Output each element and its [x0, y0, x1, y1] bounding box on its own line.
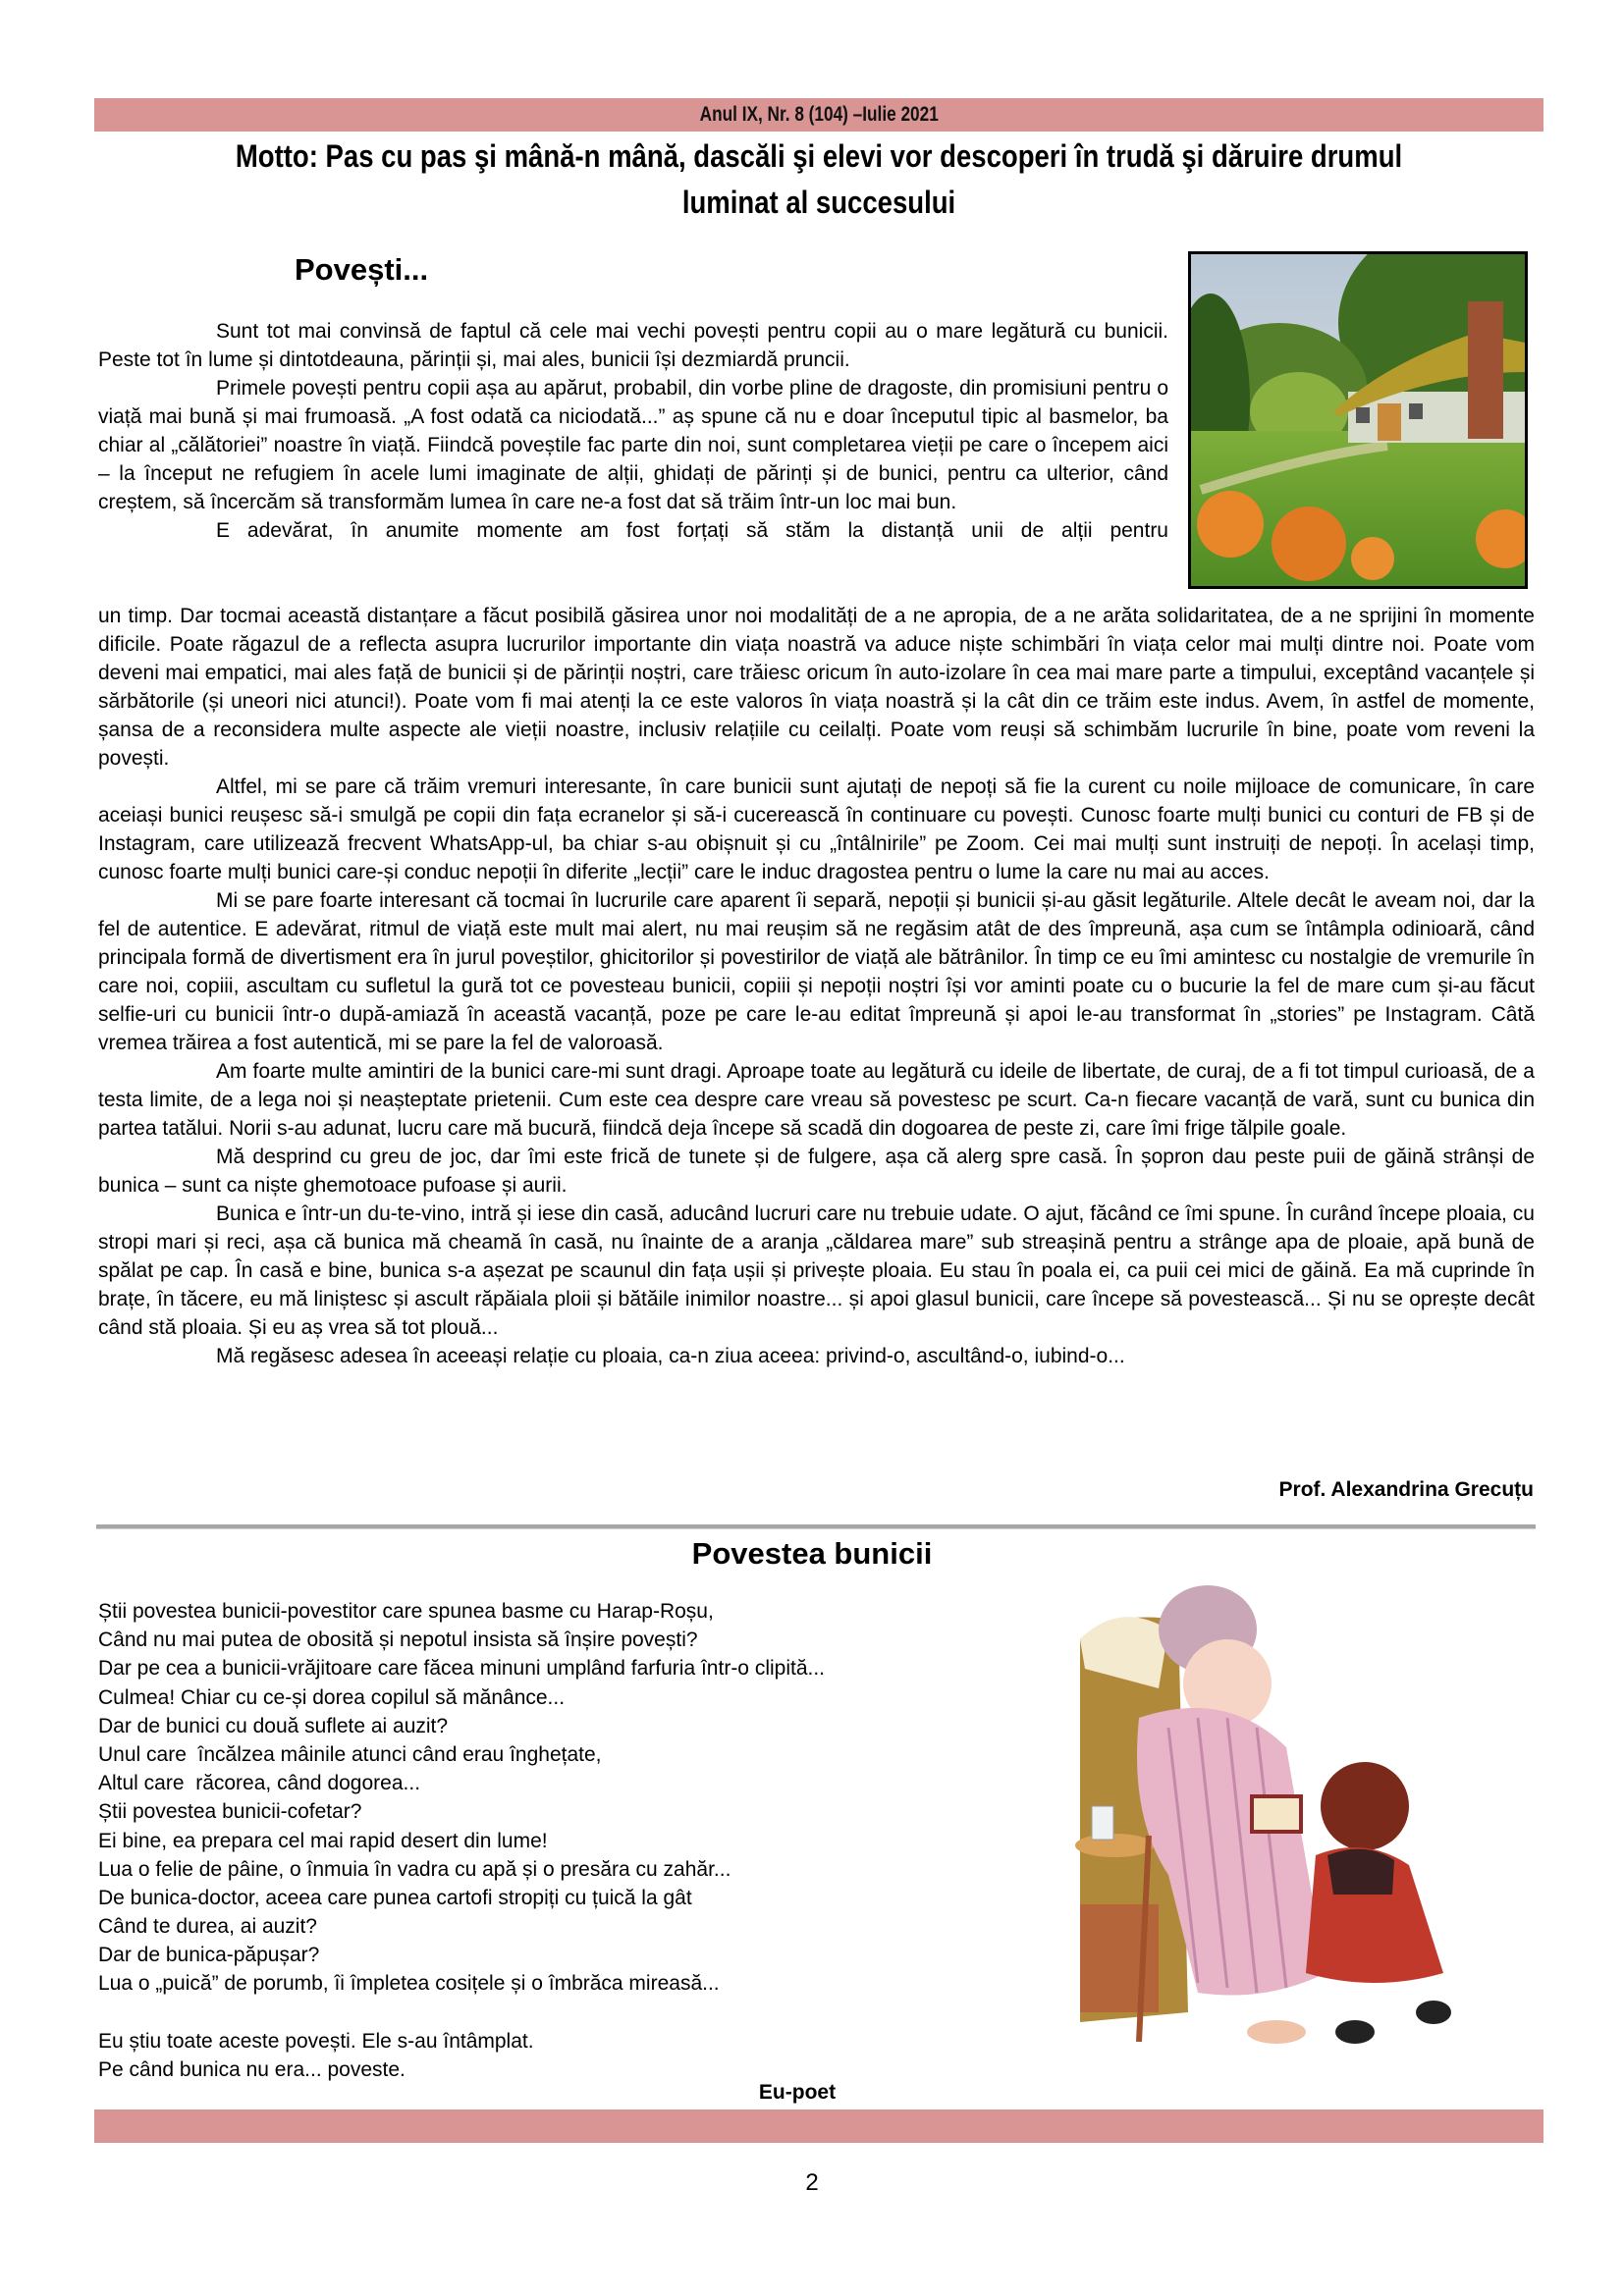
flower [1197, 491, 1264, 558]
grandmother-illustration-svg [1070, 1580, 1483, 2071]
section-divider [96, 1524, 1536, 1529]
cottage-painting-svg [1191, 254, 1525, 586]
poem-line: Ei bine, ea prepara cel mai rapid desert din lume! [98, 1829, 548, 1852]
article-title-povestea-bunicii: Povestea bunicii [691, 1536, 933, 1571]
poem-line: Lua o „puică” de porumb, îi împletea cosițele și o îmbrăca mireasă... [98, 1972, 720, 1996]
poem-line: Dar pe cea a bunicii-vrăjitoare care făcea minuni umplând farfuria într-o clipită... [98, 1657, 826, 1681]
girl-hair [1321, 1762, 1409, 1850]
poem-line: Dar de bunica-păpușar? [98, 1944, 320, 1967]
poem-line: Eu știu toate aceste povești. Ele s-au întâmplat. [98, 2029, 534, 2053]
grandmother-slippers [1247, 2020, 1306, 2044]
issue-info: Anul IX, Nr. 8 (104) –Iulie 2021 [699, 103, 939, 126]
paragraph: Sunt tot mai convinsă de faptul că cele mai vechi povești pentru copii au o mare legătură cu bunicii. Peste tot în lume și dintotdeauna, părinții și, mai ales, bunicii își dezmiardă pruncii. [98, 320, 1168, 371]
poem [98, 1597, 825, 2084]
article2-author-text: Eu-poet [758, 2081, 837, 2104]
paragraph: Mi se pare foarte interesant că tocmai în lucrurile care aparent îi separă, nepoții și bunicii și-au găsit legăturile. Altele decât le aveam noi, dar la fel de autentice. E adevărat, ritmul de viață este mult mai alert, nu mai reușim să ne regăsim atât de des împreună, așa cum se întâmpla odinioară, când principala formă de divertisment era în jurul poveștilor, ghicitorilor și povestirilor de viață ale bătrânilor. În timp ce eu îmi amintesc cu nostalgie de vremurile în care noi, copiii, ascultam cu sufletul la gură tot ce povesteau bunicii, copiii și nepoții noștri își vor aminti poate cu o bucurie la fel de mare cum și-au făcut selfie-uri cu bunicii într-o după-amiază în această vacanță, poze pe care le-au editat împreună și apoi le-au transformat în „stories” pe Instagram. Câtă vremea trăirea a fost autentică, mi se pare la fel de valoroasă. [98, 889, 1535, 1054]
poem-line: Știi povestea bunicii-cofetar? [98, 1800, 362, 1824]
article-title-povesti: Povești... [295, 252, 429, 287]
grandmother-child-image [1070, 1580, 1483, 2071]
poem-line: Dar de bunici cu două suflete ai auzit? [98, 1714, 449, 1737]
poem-line: Lua o felie de pâine, o înmuia în vadra cu apă și o presăra cu zahăr... [98, 1857, 731, 1881]
poem-line: Culmea! Chiar cu ce-și dorea copilul să mănânce... [98, 1685, 566, 1709]
footer-band [94, 2109, 1543, 2143]
girl-shoe [1335, 2020, 1375, 2044]
girl-vest [1327, 1849, 1394, 1895]
article1-author: Prof. Alexandrina Grecuțu [1278, 1478, 1534, 1501]
poem-line: Altul care răcorea, când dogorea... [98, 1772, 421, 1795]
paragraph: Am foarte multe amintiri de la bunici care-mi sunt dragi. Aproape toate au legătură cu ideile de libertate, de curaj, de a fi tot timpul curioasă, de a testa limite, de a lega noi și neașteptate prietenii. Cum este cea despre care vreau să povestesc pe scurt. Ca-n fiecare vacanță de vară, sunt cu bunica din partea tatălui. Norii s-au adunat, lucru care mă bucură, fiindcă deja începe să scadă din dogoarea de peste zi, care îmi frige tălpile goale. [98, 1060, 1535, 1140]
paragraph: Mă desprind cu greu de joc, dar îmi este frică de tunete și de fulgere, așa că alerg spre casă. În șopron dau peste puii de găină strânși de bunica – sunt ca niște ghemotoace pufoase și aurii. [98, 1146, 1535, 1197]
cottage-landscape-image [1188, 251, 1528, 589]
glass-of-milk [1092, 1806, 1113, 1840]
paragraph: Bunica e într-un du-te-vino, intră și iese din casă, aducând lucruri care nu trebuie udate. O ajut, făcând ce îmi spune. În curând începe ploaia, cu stropi mari și reci, așa că bunica mă cheamă în casă, nu înainte de a aranja „căldarea mare” sub streașină pentru a strânge apa de ploaie, apă bună de spălat pe cap. În casă e bine, bunica s-a așezat pe scaunul din fața ușii și privește ploaia. Eu stau în poala ei, ca puii cei mici de găină. Ea mă cuprinde în brațe, în tăcere, eu mă liniștesc și ascult răpăiala ploii și bătăile inimilor noastre... și apoi glasul bunicii, care începe să povestească... Și nu se oprește decât când stă ploaia. Și eu aș vrea să tot plouă... [98, 1202, 1535, 1339]
book [1252, 1796, 1301, 1832]
poem-line: Când te durea, ai auzit? [98, 1915, 317, 1939]
paragraph: un timp. Dar tocmai această distanțare a făcut posibilă găsirea unor noi modalități de a ne apropia, de a ne arăta solidaritatea, de a ne sprijini în momente dificile. Poate răgazul de a reflecta asupra lucrurilor importante din viața noastră va aduce niște schimbări în viața celor mai mulți dintre noi. Poate vom deveni mai empatici, mai ales față de bunicii și de părinții noștri, care trăiesc oricum în auto-izolare în cea mai mare parte a timpului, exceptând vacanțele și sărbătorile (și uneori nici atunci!). Poate vom fi mai atenți la ce este valoros în viața noastră și la cât din ce trăim este indus. Avem, în astfel de momente, șansa de a reconsidera multe aspecte ale vieții noastre, inclusiv relațiile cu ceilalți. Poate vom reuși să schimbăm lucrurile în bine, poate vom reveni la povești. [98, 605, 1535, 770]
poem-line: Unul care încălzea mâinile atunci când erau înghețate, [98, 1742, 602, 1766]
flower [1351, 537, 1394, 580]
issue-header-band [94, 98, 1543, 132]
poem-line [98, 1999, 825, 2027]
paragraph: Altfel, mi se pare că trăim vremuri interesante, în care bunicii sunt ajutați de nepoți să fie la curent cu noile mijloace de comunicare, în care aceiași bunici reușesc să-i smulgă pe copii din fața ecranelor și să-i cucerească în continuare cu povești. Cunosc foarte mulți bunici cu conturi de FB și de Instagram, care utilizează frecvent WhatsApp-ul, ba chiar s-au obișnuit și cu „întâlnirile” pe Zoom. Cei mai mulți sunt instruiți de nepoți. În același timp, cunosc foarte mulți bunici care-și conduc nepoții în diferite „lecții” care le induc dragostea pentru o lume la care nu mai au acces. [98, 775, 1535, 883]
girl-shoe [1416, 2001, 1451, 2024]
flower [1272, 507, 1346, 581]
article2-author [0, 2081, 1624, 2105]
door [1378, 403, 1401, 441]
article1-body-lower [98, 602, 1535, 1370]
poem-line: De bunica-doctor, aceea care punea cartofi stropiți cu țuică la gât [98, 1886, 692, 1909]
window [1356, 407, 1370, 423]
window [1409, 403, 1423, 419]
poem-line: Când nu mai putea de obosită și nepotul insista să înșire povești? [98, 1629, 698, 1652]
paragraph: Mă regăsesc adesea în aceeași relație cu ploaia, ca-n ziua aceea: privind-o, ascultând-o, iubind-o... [216, 1345, 1125, 1367]
motto-text: Motto: Pas cu pas şi mână-n mână, dascăli şi elevi vor descoperi în trudă şi dăruire drumul luminat al succesului [235, 138, 1403, 220]
poem-line: Pe când bunica nu era... poveste. [98, 2058, 406, 2081]
side-table [1075, 1834, 1154, 1857]
page-number: 2 [805, 2169, 819, 2196]
article1-body-upper [98, 317, 1168, 545]
chimney [1468, 301, 1503, 439]
paragraph: E adevărat, în anumite momente am fost forțați să stăm la distanță unii de alții pentru [216, 519, 1168, 542]
motto [94, 133, 1543, 226]
paragraph: Primele povești pentru copii așa au apărut, probabil, din vorbe pline de dragoste, din promisiuni pentru o viață mai bună și mai frumoasă. „A fost odată ca niciodată...” aș spune că nu e doar începutul tipic al basmelor, ba chiar al „călătoriei” noastre în viață. Fiindcă poveștile fac parte din noi, sunt completarea vieții pe care o începem aici – la început ne refugiem în acele lumi imaginate de alții, ghidați de părinți și de bunici, pentru ca ulterior, când creștem, să încercăm să transformăm lumea în care ne-a fost dat să trăim într-un loc mai bun. [98, 377, 1168, 513]
poem-line: Știi povestea bunicii-povestitor care spunea basme cu Harap-Roșu, [98, 1600, 714, 1623]
